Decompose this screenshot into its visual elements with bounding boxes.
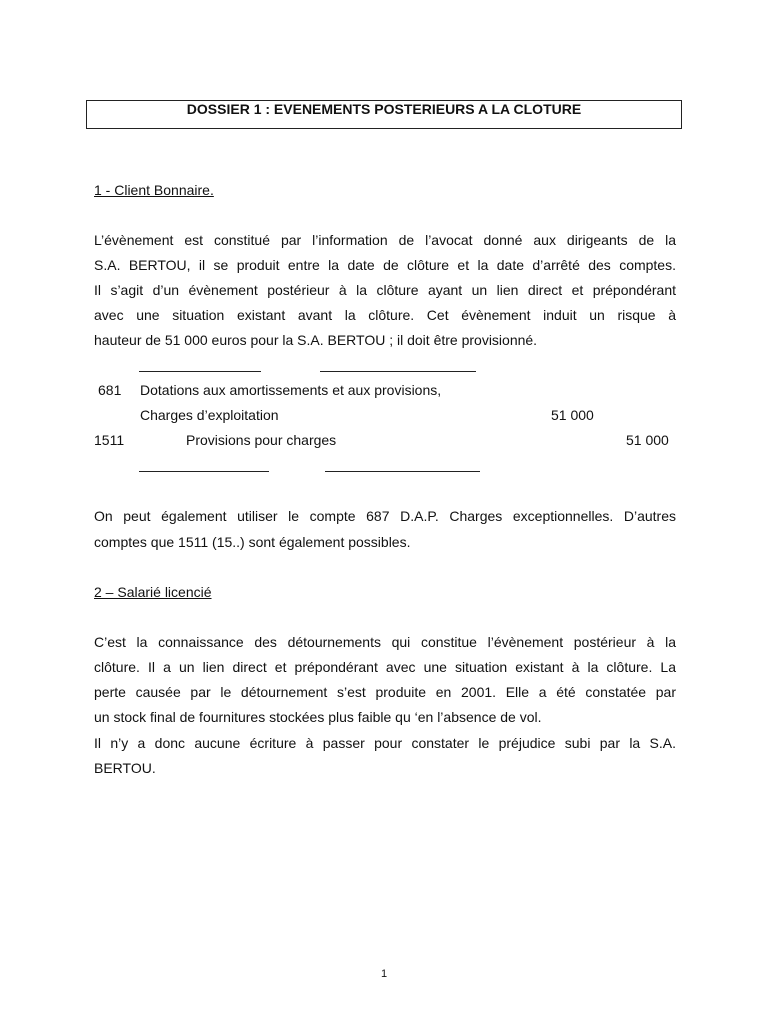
- journal-rule-top-left: [139, 371, 261, 372]
- section1-heading: 1 - Client Bonnaire.: [94, 182, 214, 198]
- credit-label: Provisions pour charges: [186, 432, 337, 448]
- section2-line-6: BERTOU.: [94, 760, 156, 776]
- debit-amount: 51 000: [551, 407, 594, 423]
- section2-line-5: Il n’y a donc aucune écriture à passer pour constater le préjudice subi par la S.A.: [94, 735, 676, 751]
- title-box: [86, 100, 682, 129]
- debit-label-2: Charges d’exploitation: [140, 407, 279, 423]
- section2-line-3: perte causée par le détournement s’est produite en 2001. Elle a été constatée par: [94, 684, 676, 700]
- section1-line-5: hauteur de 51 000 euros pour la S.A. BERTOU ; il doit être provisionné.: [94, 332, 538, 348]
- credit-account: 1511: [94, 432, 125, 448]
- debit-account: 681: [98, 382, 122, 398]
- debit-label-1: Dotations aux amortissements et aux provisions,: [140, 382, 442, 398]
- section1-note-line-1: On peut également utiliser le compte 687 D.A.P. Charges exceptionnelles. D’autres: [94, 508, 676, 524]
- section1-note-line-2: comptes que 1511 (15..) sont également possibles.: [94, 534, 411, 550]
- document-title: DOSSIER 1 : EVENEMENTS POSTERIEURS A LA CLOTURE: [186, 100, 582, 117]
- credit-amount: 51 000: [626, 432, 669, 448]
- page-number: 1: [381, 968, 388, 980]
- section2-line-2: clôture. Il a un lien direct et prépondérant avec une situation existant à la clôture. La: [94, 659, 676, 675]
- section1-line-2: S.A. BERTOU, il se produit entre la date de clôture et la date d’arrêté des comptes.: [94, 257, 676, 273]
- journal-rule-bottom-left: [139, 471, 269, 472]
- section1-line-4: avec une situation existant avant la clôture. Cet évènement induit un risque à: [94, 307, 676, 323]
- section2-line-1: C’est la connaissance des détournements qui constitue l’évènement postérieur à la: [94, 634, 676, 650]
- section1-line-1: L’évènement est constitué par l’information de l’avocat donné aux dirigeants de la: [94, 232, 676, 248]
- section2-line-4: un stock final de fournitures stockées plus faible qu ‘en l’absence de vol.: [94, 709, 542, 725]
- journal-rule-bottom-right: [325, 471, 480, 472]
- section2-heading: 2 – Salarié licencié: [94, 584, 212, 600]
- journal-rule-top-right: [320, 371, 476, 372]
- section1-line-3: Il s’agit d’un évènement postérieur à la clôture ayant un lien direct et prépondérant: [94, 282, 676, 298]
